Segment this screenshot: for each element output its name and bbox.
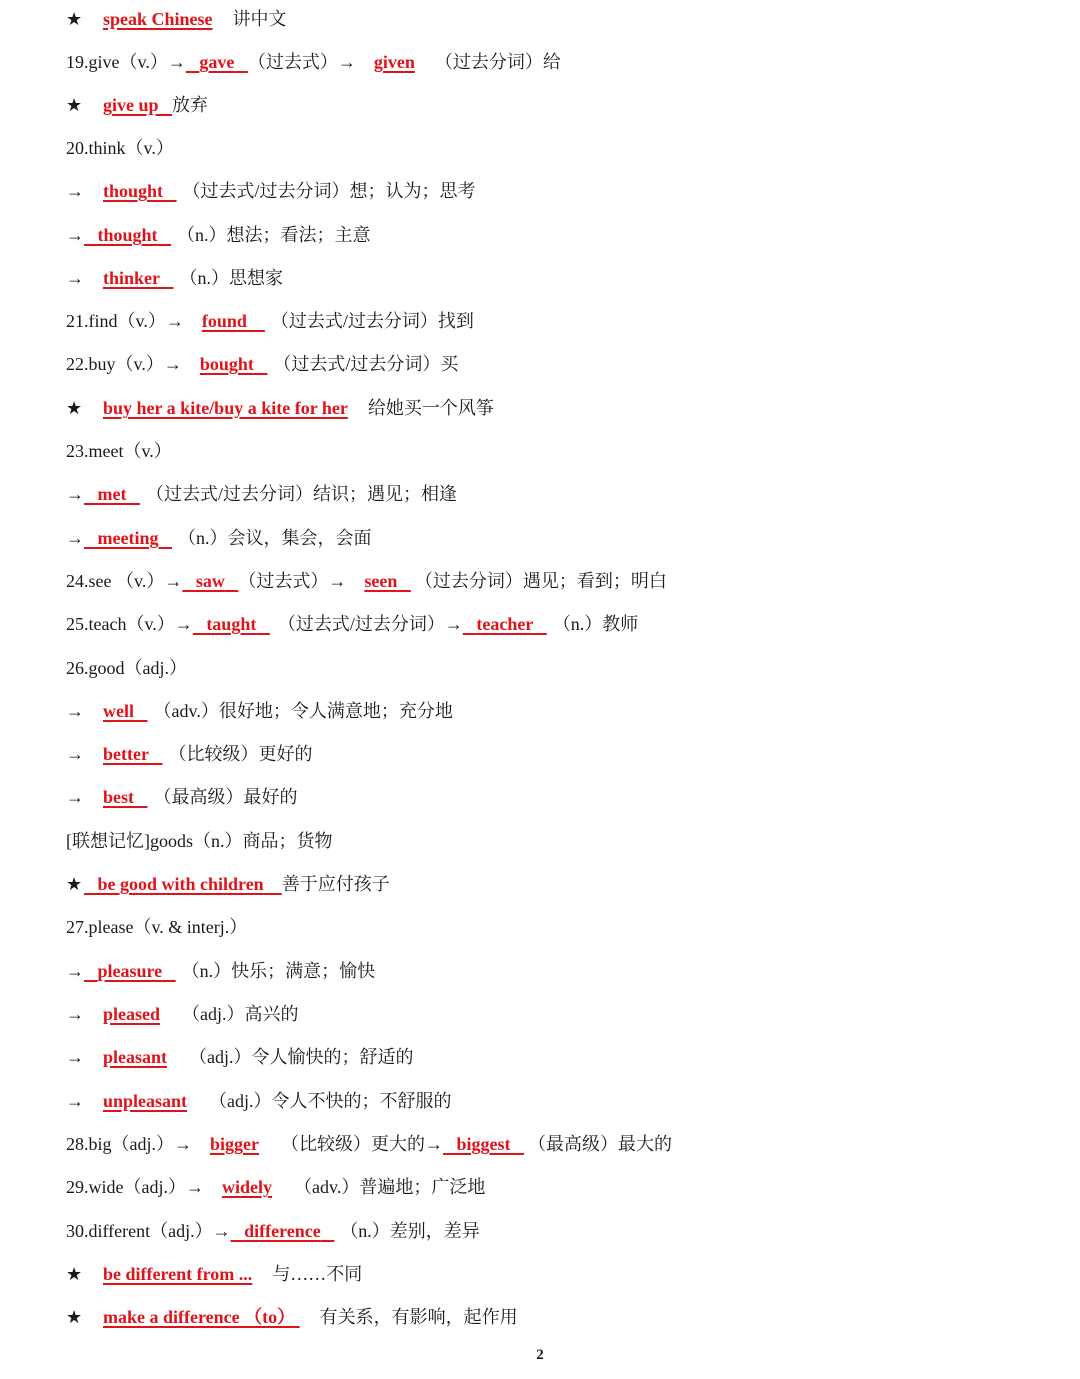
answer: make a difference （to） xyxy=(103,1307,296,1327)
answer: difference xyxy=(244,1221,321,1241)
entry-pleasant xyxy=(66,1042,414,1072)
arrow-icon: → xyxy=(66,1047,84,1067)
entry-be-different-from xyxy=(66,1259,362,1289)
meaning: （过去式/过去分词）想；认为；思考 xyxy=(182,181,476,201)
meaning: （最高级）最大的 xyxy=(528,1134,672,1154)
answer: widely xyxy=(221,1177,272,1197)
answer: unpleasant xyxy=(103,1091,188,1111)
answer: thought xyxy=(97,225,158,245)
headword: 27.please（v. & interj.） xyxy=(66,917,248,937)
meaning: （adj.）令人愉快的；舒适的 xyxy=(189,1047,414,1067)
arrow-icon: → xyxy=(66,181,84,201)
meaning: （过去式/过去分词）找到 xyxy=(270,311,474,331)
meaning: （adv.）普遍地；广泛地 xyxy=(294,1177,486,1197)
answer: best xyxy=(103,787,134,807)
answer: teacher xyxy=(476,614,534,634)
entry-meet xyxy=(66,436,172,466)
answer: seen xyxy=(364,571,398,591)
arrow-icon: → xyxy=(66,961,84,981)
answer: give up xyxy=(103,95,159,115)
entry-different xyxy=(66,1216,480,1246)
headword: 28.big（adj.）→ xyxy=(66,1134,192,1154)
entry-good xyxy=(66,653,187,683)
arrow-icon: → xyxy=(66,484,84,504)
meaning: （最高级）最好的 xyxy=(153,787,298,807)
entry-teach xyxy=(66,609,638,639)
entry-buy-her-a-kite xyxy=(66,393,494,423)
entry-pleasure xyxy=(66,956,375,986)
meaning: 善于应付孩子 xyxy=(281,874,390,894)
headword: 25.teach（v.）→ xyxy=(66,614,193,634)
meaning: （adj.）令人不快的；不舒服的 xyxy=(209,1091,452,1111)
star-icon: ★ xyxy=(66,95,83,115)
answer: pleasant xyxy=(103,1047,168,1067)
form-note: （过去式）→ xyxy=(247,52,356,72)
arrow-icon: → xyxy=(66,1004,84,1024)
star-icon: ★ xyxy=(66,1264,83,1284)
answer: gave xyxy=(199,52,235,72)
star-icon: ★ xyxy=(66,874,83,894)
answer: saw xyxy=(195,571,225,591)
entry-wide xyxy=(66,1172,485,1202)
answer: speak Chinese xyxy=(103,9,213,29)
entry-think xyxy=(66,133,174,163)
answer: taught xyxy=(206,614,257,634)
headword: 29.wide（adj.）→ xyxy=(66,1177,204,1197)
headword: 26.good（adj.） xyxy=(66,658,187,678)
headword: 22.buy（v.）→ xyxy=(66,354,182,374)
entry-give-up xyxy=(66,90,208,120)
answer: well xyxy=(103,701,134,721)
headword: 24.see （v.）→ xyxy=(66,571,183,591)
meaning: 放弃 xyxy=(172,95,209,115)
entry-buy xyxy=(66,349,458,379)
entry-be-good-with-children xyxy=(66,869,390,899)
answer: better xyxy=(103,744,149,764)
entry-pleased xyxy=(66,999,299,1029)
entry-give xyxy=(66,47,561,77)
entry-goods xyxy=(66,826,333,856)
arrow-icon: → xyxy=(66,787,84,807)
entry-thought-verb xyxy=(66,176,476,206)
headword: 19.give（v.）→ xyxy=(66,52,186,72)
meaning: 给她买一个风筝 xyxy=(367,398,494,418)
meaning: （过去式/过去分词）结识；遇见；相逢 xyxy=(145,484,457,504)
entry-big xyxy=(66,1129,672,1159)
entry-unpleasant xyxy=(66,1086,452,1116)
meaning: （过去式/过去分词）买 xyxy=(273,354,459,374)
entry-thinker xyxy=(66,263,283,293)
answer: given xyxy=(373,52,415,72)
meaning: （n.）快乐；满意；愉快 xyxy=(181,961,376,981)
answer: thinker xyxy=(103,268,161,288)
meaning: （n.）教师 xyxy=(552,614,639,634)
meaning: 与……不同 xyxy=(272,1264,363,1284)
meaning: （n.）思想家 xyxy=(179,268,284,288)
entry-thought-noun xyxy=(66,220,371,250)
headword: [联想记忆]goods（n.）商品；货物 xyxy=(66,831,333,851)
answer: be different from ... xyxy=(103,1264,253,1284)
answer: found xyxy=(201,311,247,331)
page-number: 2 xyxy=(536,1347,544,1363)
arrow-icon: → xyxy=(66,528,84,548)
answer: buy her a kite/buy a kite for her xyxy=(103,398,348,418)
headword: 21.find（v.）→ xyxy=(66,311,184,331)
headword: 30.different（adj.）→ xyxy=(66,1221,231,1241)
answer: pleasure xyxy=(97,961,163,981)
meaning: （n.）差别，差异 xyxy=(340,1221,480,1241)
entry-meeting xyxy=(66,523,371,553)
entry-make-a-difference xyxy=(66,1302,518,1332)
entry-see xyxy=(66,566,667,596)
answer: bought xyxy=(199,354,254,374)
meaning: 讲中文 xyxy=(232,9,287,29)
meaning: （n.）想法；看法；主意 xyxy=(177,225,371,245)
headword: 23.meet（v.） xyxy=(66,441,172,461)
entry-well xyxy=(66,696,453,726)
entry-speak-chinese xyxy=(66,4,287,34)
meaning: （adj.）高兴的 xyxy=(182,1004,299,1024)
arrow-icon: → xyxy=(66,225,84,245)
meaning: （过去分词）遇见；看到；明白 xyxy=(414,571,667,591)
form-note: （过去式）→ xyxy=(238,571,347,591)
form-note: （比较级）更大的→ xyxy=(281,1134,443,1154)
entry-please xyxy=(66,912,247,942)
answer: pleased xyxy=(103,1004,161,1024)
answer: biggest xyxy=(456,1134,511,1154)
answer: be good with children xyxy=(97,874,264,894)
arrow-icon: → xyxy=(66,268,84,288)
arrow-icon: → xyxy=(66,1091,84,1111)
star-icon: ★ xyxy=(66,398,83,418)
entry-find xyxy=(66,306,474,336)
answer: meeting xyxy=(97,528,159,548)
star-icon: ★ xyxy=(66,1307,83,1327)
arrow-icon: → xyxy=(66,744,84,764)
answer: met xyxy=(97,484,127,504)
meaning: （比较级）更好的 xyxy=(168,744,313,764)
meaning: 有关系，有影响，起作用 xyxy=(319,1307,518,1327)
form-note: （过去式/过去分词）→ xyxy=(277,614,463,634)
entry-best xyxy=(66,782,298,812)
meaning: （adv.）很好地；令人满意地；充分地 xyxy=(153,701,453,721)
headword: 20.think（v.） xyxy=(66,138,174,158)
star-icon: ★ xyxy=(66,9,83,29)
entry-met xyxy=(66,479,457,509)
answer: thought xyxy=(103,181,164,201)
arrow-icon: → xyxy=(66,701,84,721)
answer: bigger xyxy=(210,1134,259,1154)
meaning: （n.）会议，集会，会面 xyxy=(177,528,372,548)
meaning: （过去分词）给 xyxy=(434,52,561,72)
entry-better xyxy=(66,739,312,769)
